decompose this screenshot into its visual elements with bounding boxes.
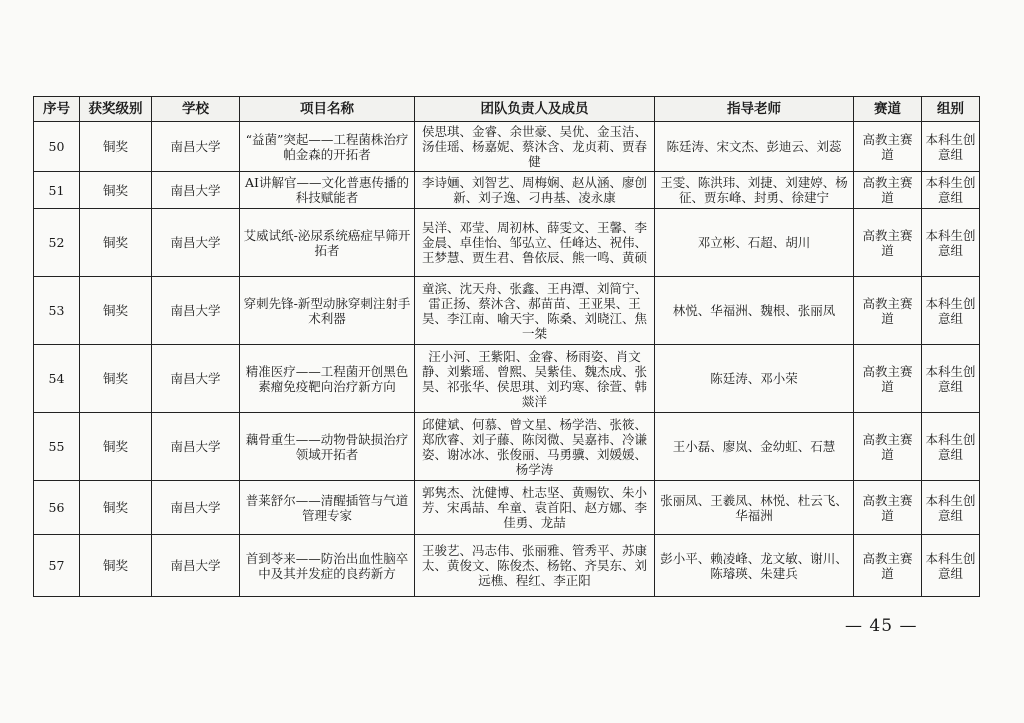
header-school: 学校: [152, 97, 240, 122]
cell-advisor: 彭小平、赖凌峰、龙文敏、谢川、陈璿瑛、朱建兵: [655, 535, 854, 597]
cell-level: 铜奖: [80, 481, 152, 535]
cell-project: 穿刺先锋-新型动脉穿刺注射手术利器: [240, 277, 415, 345]
table-row: [34, 481, 980, 535]
cell-track: 高教主赛道: [854, 277, 922, 345]
cell-school: 南昌大学: [152, 172, 240, 209]
cell-seq: 53: [34, 277, 80, 345]
table-header-row: [34, 97, 980, 122]
cell-level: 铜奖: [80, 122, 152, 172]
cell-project: 精准医疗——工程菌开创黑色素瘤免疫靶向治疗新方向: [240, 345, 415, 413]
cell-team: 汪小河、王紫阳、金睿、杨雨姿、肖文静、刘紫瑶、曾熙、吴紫佳、魏杰成、张昊、祁张华、侯思琪、刘玓寒、徐萱、韩燚洋: [415, 345, 655, 413]
cell-school: 南昌大学: [152, 481, 240, 535]
cell-level: 铜奖: [80, 209, 152, 277]
cell-team: 童滨、沈天舟、张鑫、王冉潭、刘简宁、雷正扬、蔡沐含、郝苗苗、王亚果、王昊、李江南、喻天宇、陈桑、刘晓江、焦一桀: [415, 277, 655, 345]
cell-group: 本科生创意组: [922, 535, 980, 597]
cell-team: 侯思琪、金睿、余世豪、吴优、金玉洁、汤佳瑶、杨嘉妮、蔡沐含、龙贞莉、贾春健: [415, 122, 655, 172]
table-row: [34, 413, 980, 481]
cell-seq: 56: [34, 481, 80, 535]
cell-group: 本科生创意组: [922, 413, 980, 481]
cell-school: 南昌大学: [152, 535, 240, 597]
cell-seq: 52: [34, 209, 80, 277]
cell-project: 普莱舒尔——清醒插管与气道管理专家: [240, 481, 415, 535]
cell-school: 南昌大学: [152, 277, 240, 345]
cell-project: AI讲解官——文化普惠传播的科技赋能者: [240, 172, 415, 209]
cell-team: 李诗婳、刘智艺、周梅娴、赵从涵、廖创新、刘子逸、刁冉基、凌永康: [415, 172, 655, 209]
cell-group: 本科生创意组: [922, 209, 980, 277]
cell-advisor: 陈廷涛、宋文杰、彭迪云、刘蕊: [655, 122, 854, 172]
table-row: [34, 345, 980, 413]
cell-project: 藕骨重生——动物骨缺损治疗领域开拓者: [240, 413, 415, 481]
cell-project: 首到苓来——防治出血性脑卒中及其并发症的良药新方: [240, 535, 415, 597]
cell-track: 高教主赛道: [854, 413, 922, 481]
cell-track: 高教主赛道: [854, 209, 922, 277]
cell-seq: 50: [34, 122, 80, 172]
cell-seq: 55: [34, 413, 80, 481]
awards-table: [33, 96, 980, 597]
cell-team: 邱健斌、何慕、曾文星、杨学浩、张筱、郑欣睿、刘子藤、陈闵微、吴嘉祎、冷谦姿、谢冰冰、张俊丽、马勇骥、刘媛媛、杨学涛: [415, 413, 655, 481]
cell-advisor: 张丽凤、王羲凤、林悦、杜云飞、华福洲: [655, 481, 854, 535]
header-advisor: 指导老师: [655, 97, 854, 122]
cell-group: 本科生创意组: [922, 481, 980, 535]
cell-team: 郭隽杰、沈健博、杜志坚、黄赐钦、朱小芳、宋禹喆、牟童、袁首阳、赵方娜、李佳勇、龙喆: [415, 481, 655, 535]
header-seq: 序号: [34, 97, 80, 122]
cell-school: 南昌大学: [152, 122, 240, 172]
table-row: [34, 122, 980, 172]
cell-track: 高教主赛道: [854, 122, 922, 172]
cell-school: 南昌大学: [152, 209, 240, 277]
cell-seq: 54: [34, 345, 80, 413]
cell-group: 本科生创意组: [922, 345, 980, 413]
cell-school: 南昌大学: [152, 413, 240, 481]
cell-group: 本科生创意组: [922, 172, 980, 209]
cell-group: 本科生创意组: [922, 277, 980, 345]
header-team: 团队负责人及成员: [415, 97, 655, 122]
cell-seq: 51: [34, 172, 80, 209]
cell-advisor: 王雯、陈洪玮、刘捷、刘建婷、杨征、贾东峰、封勇、徐建宁: [655, 172, 854, 209]
cell-level: 铜奖: [80, 535, 152, 597]
table-row: [34, 209, 980, 277]
page-number: — 45 —: [845, 616, 918, 636]
header-level: 获奖级别: [80, 97, 152, 122]
cell-seq: 57: [34, 535, 80, 597]
cell-track: 高教主赛道: [854, 535, 922, 597]
header-group: 组别: [922, 97, 980, 122]
table-row: [34, 172, 980, 209]
cell-level: 铜奖: [80, 413, 152, 481]
cell-advisor: 林悦、华福洲、魏根、张丽凤: [655, 277, 854, 345]
cell-level: 铜奖: [80, 345, 152, 413]
cell-advisor: 邓立彬、石超、胡川: [655, 209, 854, 277]
header-project: 项目名称: [240, 97, 415, 122]
cell-project: 艾威试纸-泌尿系统癌症早筛开拓者: [240, 209, 415, 277]
table-row: [34, 535, 980, 597]
cell-school: 南昌大学: [152, 345, 240, 413]
cell-level: 铜奖: [80, 172, 152, 209]
cell-group: 本科生创意组: [922, 122, 980, 172]
cell-advisor: 陈廷涛、邓小荣: [655, 345, 854, 413]
table-row: [34, 277, 980, 345]
cell-team: 吴洋、邓莹、周初林、薛雯文、王馨、李金晨、卓佳怡、邹弘立、任峰达、祝伟、王梦慧、贾生君、鲁依辰、熊一鸣、黄硕: [415, 209, 655, 277]
cell-level: 铜奖: [80, 277, 152, 345]
cell-advisor: 王小磊、廖岚、金幼虹、石慧: [655, 413, 854, 481]
cell-team: 王骏艺、冯志伟、张丽雅、管秀平、苏康太、黄俊文、陈俊杰、杨铭、齐昊东、刘远樵、程红、李正阳: [415, 535, 655, 597]
cell-project: “益菌”突起——工程菌株治疗帕金森的开拓者: [240, 122, 415, 172]
cell-track: 高教主赛道: [854, 172, 922, 209]
cell-track: 高教主赛道: [854, 345, 922, 413]
header-track: 赛道: [854, 97, 922, 122]
cell-track: 高教主赛道: [854, 481, 922, 535]
